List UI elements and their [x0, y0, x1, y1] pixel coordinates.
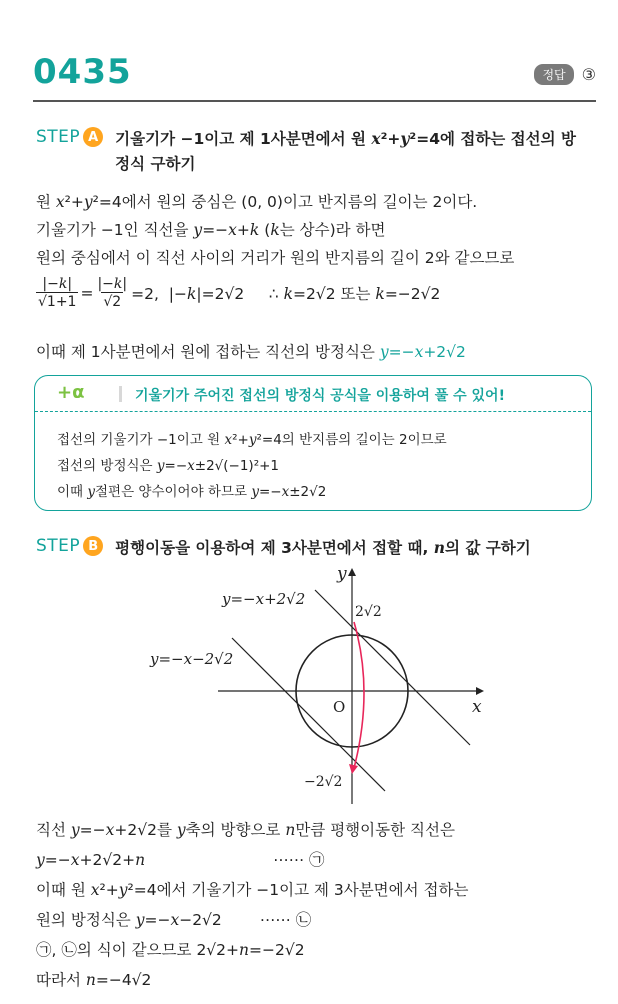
step-a-header — [36, 126, 585, 177]
upper-line-label: y=−x+2√2 — [222, 590, 306, 608]
x-axis-arrow — [476, 687, 484, 695]
step-b-line-3: 이때 원 x²+y²=4에서 기울기가 −1이고 제 3사분면에서 접하는 — [36, 881, 469, 899]
plus-alpha-icon: +α — [57, 382, 85, 403]
y-axis-label: y — [337, 564, 347, 584]
step-b-line-5: ㉠, ㉡의 식이 같으므로 2√2+n=−2√2 — [36, 941, 305, 959]
tip-line-1: 접선의 기울기가 −1이고 원 x²+y²=4의 반지름의 길이는 2이므로 — [57, 432, 447, 448]
step-b-line-2: y=−x+2√2+n ⋯⋯ ㉠ — [36, 851, 325, 869]
step-b-letter: B — [83, 536, 103, 556]
problem-number: 0435 — [33, 52, 132, 92]
step-b-line-6: 따라서 n=−4√2 — [36, 971, 152, 989]
answer-badge: 정답 — [534, 64, 573, 85]
step-a-line-1: 원 x²+y²=4에서 원의 중심은 (0, 0)이고 반지름의 길이는 2이다. — [36, 193, 478, 211]
step-a-letter: A — [83, 127, 103, 147]
step-b-line-1: 직선 y=−x+2√2를 y축의 방향으로 n만큼 평행이동한 직선은 — [36, 821, 455, 839]
tip-header — [35, 376, 591, 412]
step-b-title: 평행이동을 이용하여 제 3사분면에서 접할 때, n의 값 구하기 — [115, 538, 531, 557]
lower-intercept-label: −2√2 — [304, 774, 343, 790]
step-a-line-5: 이때 제 1사분면에서 원에 접하는 직선의 방정식은 y=−x+2√2 — [36, 343, 466, 361]
answer-area — [534, 64, 596, 85]
origin-label: O — [333, 698, 346, 716]
step-b-word: STEP — [36, 536, 81, 556]
upper-tangent-line — [315, 590, 470, 745]
tip-line-2: 접선의 방정식은 y=−x±2√(−1)²+1 — [57, 458, 280, 474]
step-a-line-3: 원의 중심에서 이 직선 사이의 거리가 원의 반지름의 길이 2와 같으므로 — [36, 249, 515, 267]
tangent-diagram — [0, 560, 618, 810]
translation-arrowhead — [349, 764, 358, 774]
step-b-header — [36, 535, 585, 561]
step-b-line-4: 원의 방정식은 y=−x−2√2 ⋯⋯ ㉡ — [36, 911, 312, 929]
x-axis-label: x — [472, 697, 482, 717]
tip-line-3: 이때 y절편은 양수이어야 하므로 y=−x±2√2 — [57, 484, 327, 500]
y-axis-arrow — [348, 568, 356, 576]
tip-separator — [119, 386, 122, 402]
tip-box — [34, 375, 592, 511]
step-a-line-2: 기울기가 −1인 직선을 y=−x+k (k는 상수)라 하면 — [36, 221, 386, 239]
lower-line-label: y=−x−2√2 — [150, 650, 234, 668]
step-a-title: 기울기가 −1이고 제 1사분면에서 원 x²+y²=4에 접하는 접선의 방정식 구하기 — [115, 129, 576, 173]
header-rule — [33, 100, 596, 102]
answer-value: ③ — [581, 65, 596, 84]
upper-intercept-label: 2√2 — [355, 604, 382, 620]
step-a-word: STEP — [36, 127, 81, 147]
tip-title: 기울기가 주어진 접선의 방정식 공식을 이용하여 풀 수 있어! — [135, 388, 505, 404]
step-a-line-4: $\frac{|-k|}{√1+1}$ = $\frac{|-k|}{√2}$ =2, |−k|=2√2 ∴ k=2√2 또는 k=−2√2 — [38, 276, 441, 310]
